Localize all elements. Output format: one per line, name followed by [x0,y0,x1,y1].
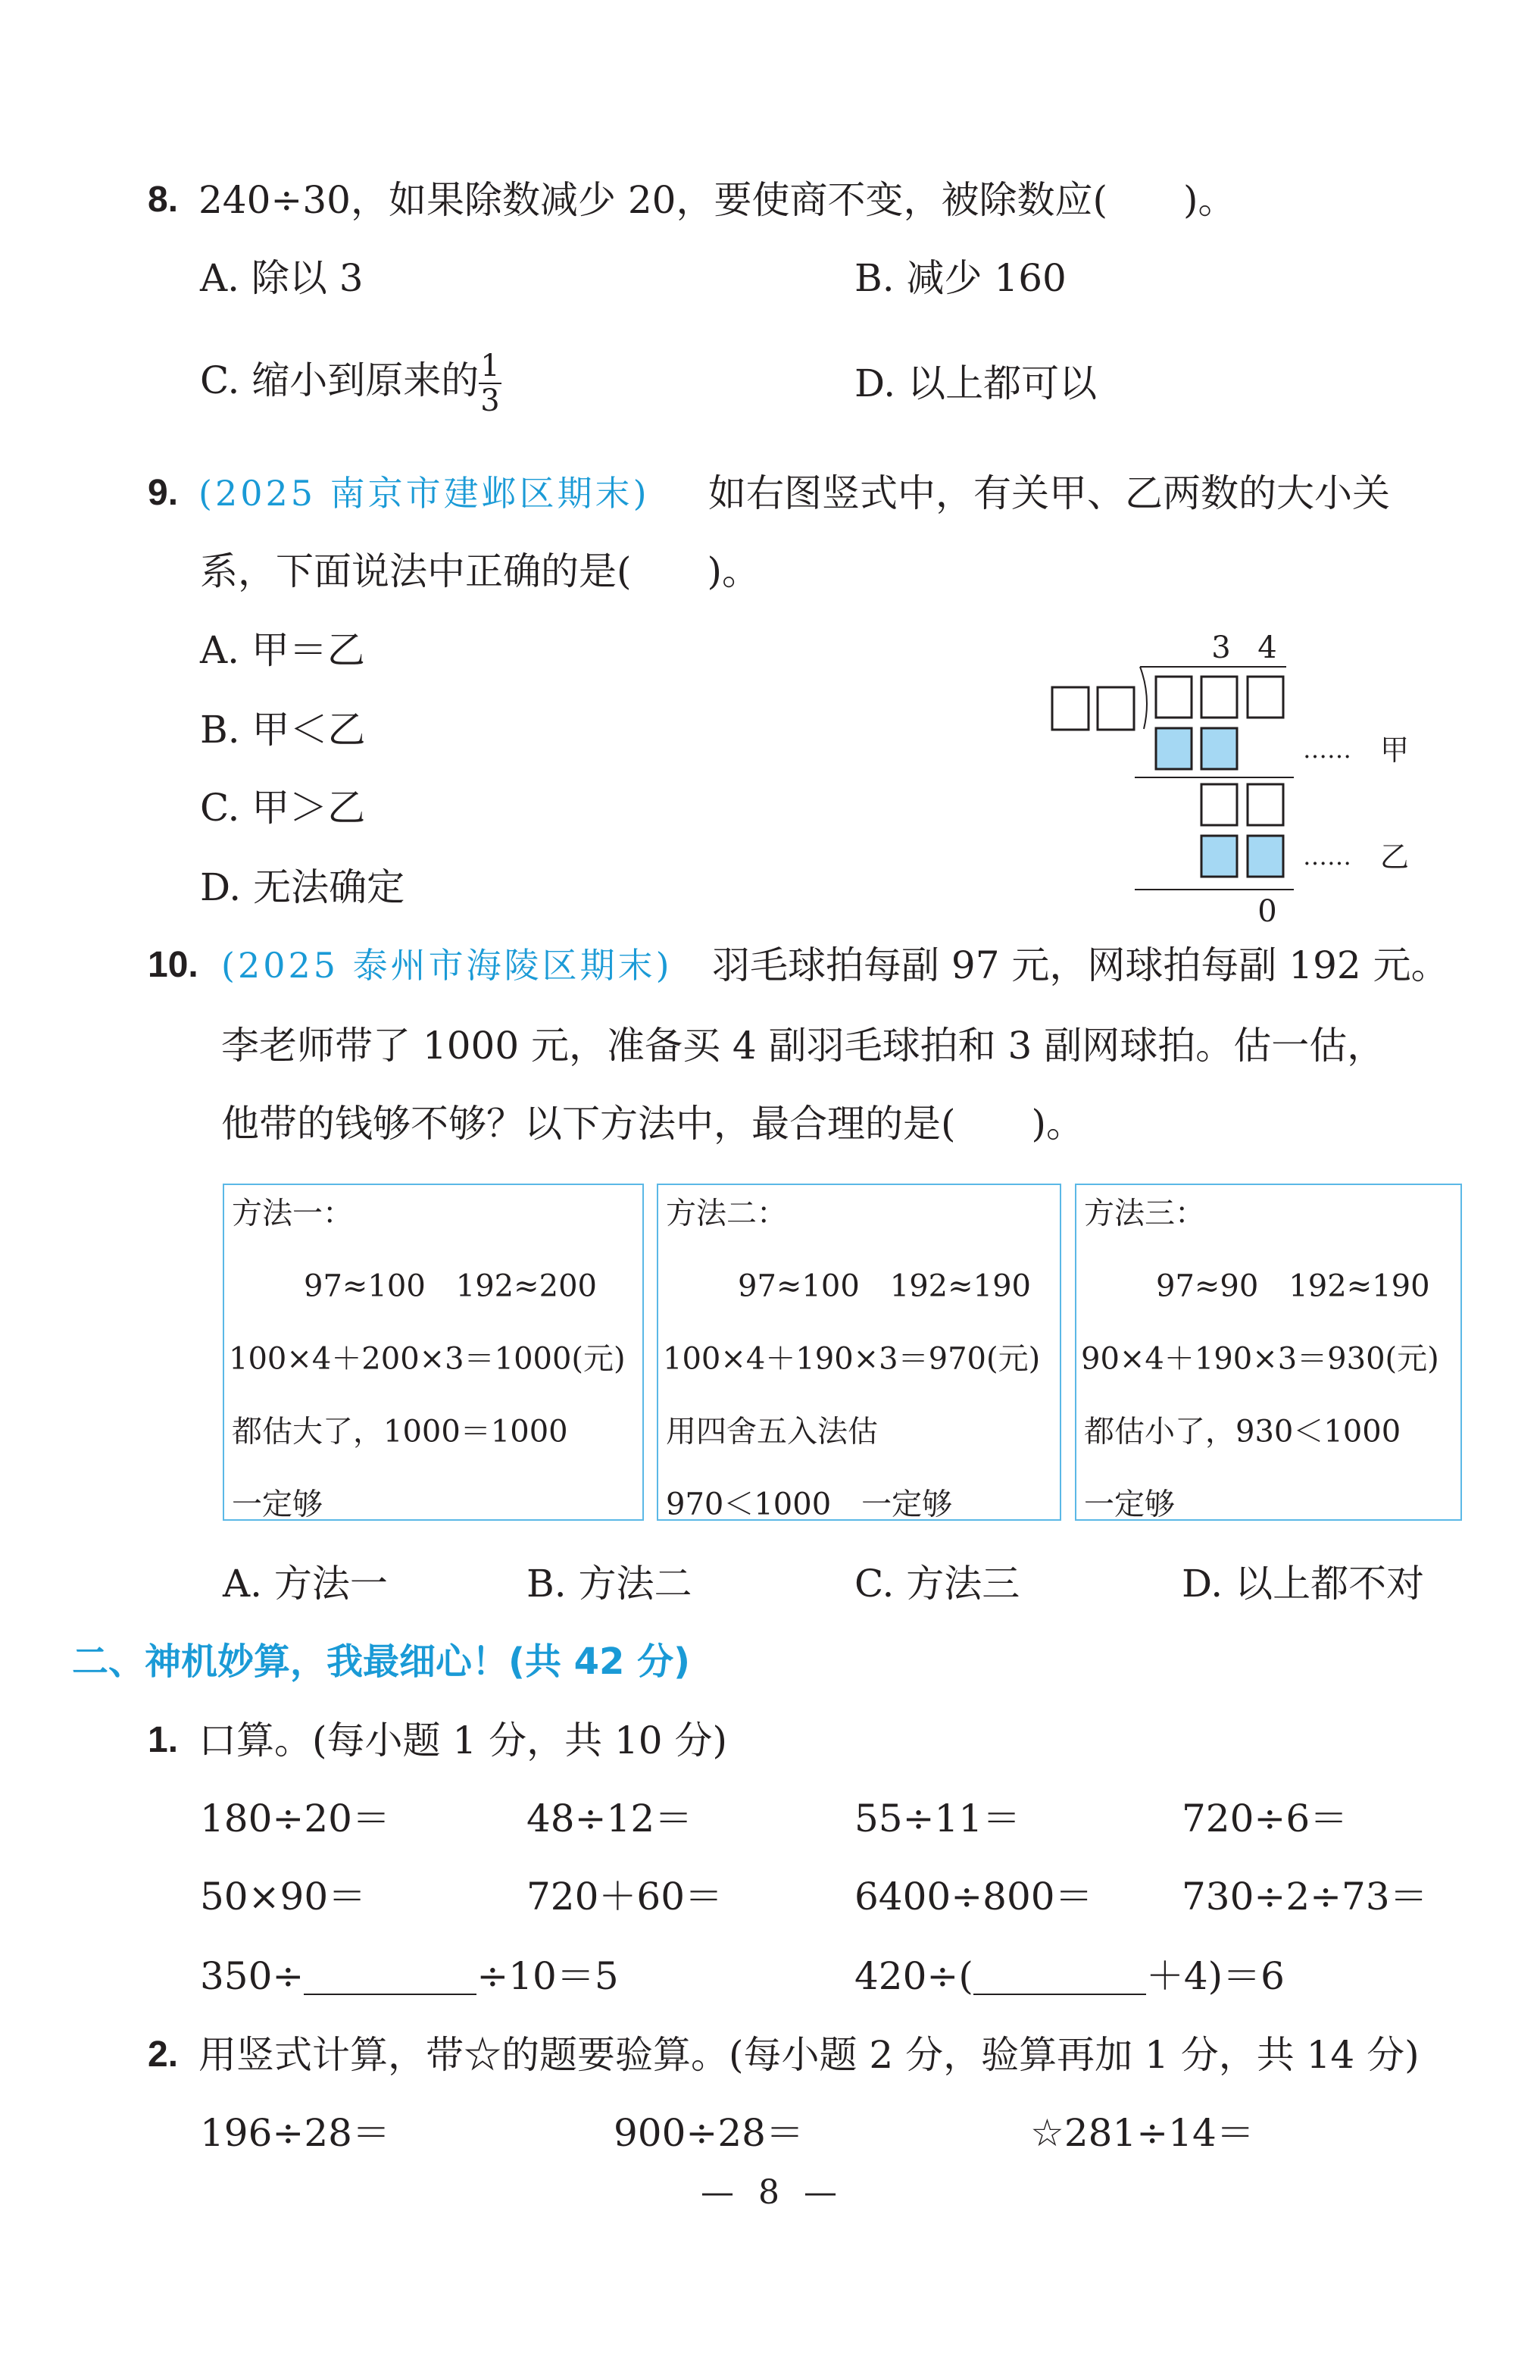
q8-number: 8. [148,180,179,220]
q9-number: 9. [148,473,179,513]
q8-option-c-text: C. 缩小到原来的 [200,358,479,402]
mental-math-item: 6400÷800＝ [854,1875,1093,1919]
method-note: 都估小了，930＜1000 [1084,1414,1401,1450]
s2-q1-number: 1. [148,1720,179,1760]
method-title: 方法三： [1084,1196,1205,1231]
method-note: 都估大了，1000＝1000 [232,1414,568,1450]
method-result: 970＜1000 一定够 [666,1487,953,1522]
page-number: — 8 — [701,2173,837,2212]
q10-option-b[interactable]: B. 方法二 [526,1562,692,1606]
q10-number: 10. [148,945,198,985]
product-box-yi [1201,836,1237,877]
fill-blank-item-1 [200,1954,619,1998]
method-title: 方法一： [232,1196,353,1231]
remainder-box [1201,784,1237,825]
mental-math-item: 730÷2÷73＝ [1182,1875,1428,1919]
product-box-jia [1201,728,1237,769]
quotient-digit-3: 3 [1211,630,1231,665]
method-approx: 97≈100 192≈200 [304,1268,597,1304]
fill-blank-item-2 [854,1954,1285,1998]
written-calc-item: 196÷28＝ [200,2111,390,2155]
q8-option-d[interactable]: D. 以上都可以 [854,361,1098,405]
q9-option-c[interactable]: C. 甲＞乙 [200,786,366,830]
fill-prefix: 350÷ [200,1954,305,1998]
method-note: 用四舍五入法估 [666,1414,878,1450]
mental-math-item: 180÷20＝ [200,1797,390,1841]
s2-q1-text: 口算。(每小题 1 分，共 10 分) [198,1719,728,1762]
remainder-box [1248,784,1283,825]
q10-option-c[interactable]: C. 方法三 [854,1562,1020,1606]
q10-option-d[interactable]: D. 以上都不对 [1182,1562,1425,1606]
section-2-heading: 二、神机妙算，我最细心！(共 42 分) [72,1640,691,1683]
q9-option-b[interactable]: B. 甲＜乙 [200,708,366,752]
fill-suffix: ÷10＝5 [476,1954,619,1998]
division-bracket [1140,667,1147,729]
mental-math-item: 50×90＝ [200,1875,367,1919]
q9-option-a[interactable]: A. 甲＝乙 [200,628,365,672]
answer-blank[interactable] [973,1963,1146,1995]
method-box-1 [223,1184,644,1521]
q10-source: (2025 泰州市海陵区期末) [221,945,673,986]
q9-text-line2: 系，下面说法中正确的是( )。 [200,549,761,593]
dots-yi: …… [1303,842,1351,871]
method-calc: 90×4＋190×3＝930(元) [1081,1341,1439,1377]
q10-text-line1: 羽毛球拍每副 97 元，网球拍每副 192 元。 [712,943,1449,987]
dividend-box [1156,677,1192,718]
fraction-denominator: 3 [480,383,500,418]
q10-text-line3: 他带的钱够不够？以下方法中，最合理的是( )。 [221,1102,1085,1146]
product-box-yi [1248,836,1283,877]
mental-math-item: 55÷11＝ [854,1797,1021,1841]
q10-option-a[interactable]: A. 方法一 [223,1562,388,1606]
dots-jia: …… [1303,735,1351,764]
s2-q2-text: 用竖式计算，带☆的题要验算。(每小题 2 分，验算再加 1 分，共 14 分) [198,2033,1420,2077]
method-title: 方法二： [666,1196,787,1231]
method-box-2 [657,1184,1061,1521]
written-calc-item: ☆281÷14＝ [1030,2111,1254,2155]
method-result: 一定够 [1084,1487,1175,1522]
product-box-jia [1156,728,1192,769]
fill-prefix: 420÷( [854,1954,973,1998]
q9-text-line1: 如右图竖式中，有关甲、乙两数的大小关 [708,471,1390,515]
mental-math-item: 720＋60＝ [526,1875,723,1919]
q10-text-line2: 李老师带了 1000 元，准备买 4 副羽毛球拍和 3 副网球拍。估一估， [221,1024,1385,1068]
mental-math-item: 720÷6＝ [1182,1797,1348,1841]
label-jia: 甲 [1380,733,1410,767]
quotient-digit-4: 4 [1257,630,1277,665]
final-remainder: 0 [1257,894,1277,929]
fill-suffix: ＋4)＝6 [1145,1954,1285,1998]
divisor-box [1098,687,1134,730]
fraction-numerator: 1 [480,349,500,383]
answer-blank[interactable] [304,1963,476,1995]
divisor-box [1052,687,1089,730]
q8-option-b[interactable]: B. 减少 160 [854,256,1067,300]
q9-option-d[interactable]: D. 无法确定 [200,865,405,909]
dividend-box [1248,677,1283,718]
q8-option-a[interactable]: A. 除以 3 [200,256,364,300]
q9-source: (2025 南京市建邺区期末) [198,473,650,514]
method-calc: 100×4＋190×3＝970(元) [663,1341,1041,1377]
written-calc-item: 900÷28＝ [614,2111,804,2155]
label-yi: 乙 [1380,840,1410,874]
mental-math-item: 48÷12＝ [526,1797,693,1841]
method-approx: 97≈90 192≈190 [1156,1268,1430,1304]
method-calc: 100×4＋200×3＝1000(元) [229,1341,626,1377]
dividend-box [1201,677,1237,718]
q8-text: 240÷30，如果除数减少 20，要使商不变，被除数应( )。 [198,178,1236,222]
method-box-3 [1075,1184,1462,1521]
method-result: 一定够 [232,1487,323,1522]
method-approx: 97≈100 192≈190 [738,1268,1031,1304]
s2-q2-number: 2. [148,2034,179,2075]
